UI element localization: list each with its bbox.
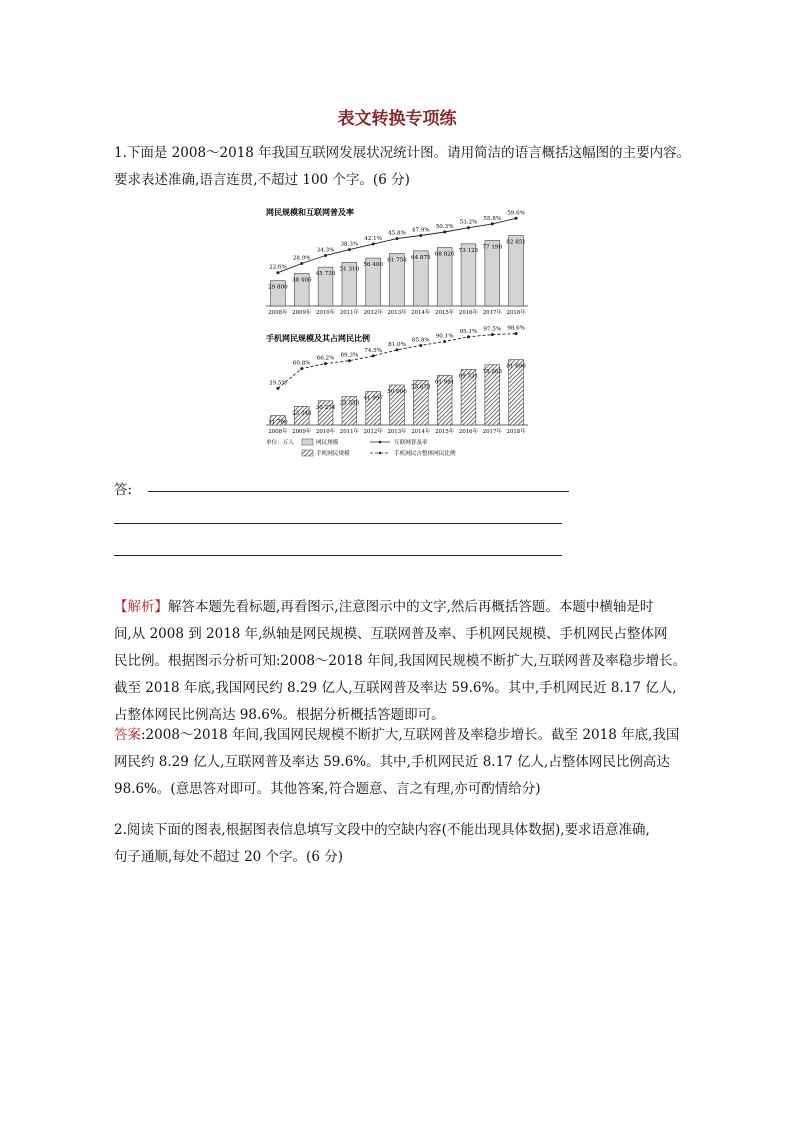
- page-title: 表文转换专项练: [337, 109, 457, 129]
- line-label-10: 55.8%: [483, 215, 502, 222]
- answer-tag: 答案: [114, 727, 141, 743]
- line-point-4: [348, 248, 351, 251]
- answer-line-1[interactable]: [148, 491, 569, 492]
- line-label-9: 53.2%: [459, 219, 478, 226]
- charts-svg: [260, 203, 532, 465]
- x-tick-10: 2017年: [482, 310, 502, 316]
- line-point-1: [276, 387, 279, 390]
- x-tick-7: 2014年: [411, 429, 431, 435]
- x-tick-5: 2012年: [363, 310, 383, 316]
- line-label-10: 97.5%: [483, 326, 502, 333]
- question-2: [114, 817, 694, 871]
- line-point-2: [300, 367, 303, 370]
- line-point-3: [324, 362, 327, 365]
- legend-item-2: 互联网普及率: [394, 440, 428, 446]
- line-label-1: 39.5%: [269, 380, 287, 387]
- line-label-3: 34.3%: [316, 247, 335, 254]
- chart-title: 手机网民规模及其占网民比例: [266, 333, 370, 343]
- legend-swatch-dashed-dot: [379, 452, 382, 455]
- line-label-8: 90.1%: [435, 333, 454, 340]
- bar-11: [509, 236, 524, 306]
- question-1-line-2: 要求表述准确,语言连贯,不超过 100 个字。(6 分): [114, 172, 410, 188]
- x-tick-6: 2013年: [387, 429, 407, 435]
- line-point-4: [348, 359, 351, 362]
- chart-title: 网民规模和互联网普及率: [266, 207, 354, 217]
- x-tick-11: 2018年: [506, 429, 526, 435]
- line-point-10: [491, 333, 494, 336]
- line-label-9: 95.1%: [459, 328, 478, 335]
- line-point-7: [419, 344, 422, 347]
- x-tick-9: 2016年: [458, 310, 479, 316]
- legend-item-1: 网民规模: [316, 440, 339, 446]
- analysis-line-5: 占整体网民比例高达 98.6%。根据分析概括答题即可。: [114, 707, 445, 723]
- line-point-2: [300, 262, 303, 265]
- x-tick-1: 2008年: [268, 310, 288, 316]
- line-point-6: [396, 348, 399, 351]
- answer-section: [114, 722, 694, 803]
- x-tick-11: 2018年: [506, 310, 526, 316]
- line-point-5: [372, 354, 375, 357]
- bar-label-10: 75 265: [482, 368, 503, 375]
- question-1-line-1: 1.下面是 2008～2018 年我国互联网发展状况统计图。请用简洁的语言概括这幅图的主要内容。: [114, 145, 691, 161]
- x-tick-10: 2017年: [482, 429, 502, 435]
- line-point-9: [467, 335, 470, 338]
- line-label-6: 81.0%: [388, 341, 406, 348]
- line-point-5: [372, 243, 375, 246]
- x-tick-3: 2010年: [315, 310, 336, 316]
- answer-line-1: :2008～2018 年间,我国网民规模不断扩大,互联网普及率稳步增长。截至 2018 年底,我国: [141, 727, 680, 743]
- line-point-11: [515, 332, 518, 335]
- line-label-8: 50.3%: [435, 223, 454, 230]
- bar-label-11: 81 698: [506, 363, 526, 370]
- bar-label-5: 56 400: [363, 262, 383, 269]
- line-label-4: 69.3%: [340, 352, 359, 359]
- line-label-1: 22.6%: [269, 264, 287, 271]
- line-label-5: 42.1%: [364, 236, 383, 243]
- chart-1: [266, 207, 528, 316]
- line-label-3: 66.2%: [316, 355, 335, 362]
- bar-label-7: 55 678: [411, 384, 431, 391]
- legend-item-3: 手机网民规模: [316, 451, 350, 457]
- analysis-line-2: 间,从 2008 到 2018 年,纵轴是网民规模、互联网普及率、手机网民规模、手机网民占整体网: [114, 626, 668, 642]
- bar-label-4: 51 310: [339, 266, 360, 273]
- line-label-7: 47.9%: [411, 227, 430, 234]
- bar-label-2: 38 400: [291, 277, 312, 284]
- answer-line-3[interactable]: [114, 555, 562, 556]
- line-point-6: [396, 237, 399, 240]
- bar-label-6: 50 006: [387, 388, 407, 395]
- bar-label-1: 11 760: [268, 419, 288, 426]
- legend-swatch-bars: [302, 439, 313, 445]
- x-tick-7: 2014年: [411, 310, 431, 316]
- line-point-10: [491, 222, 494, 225]
- line-point-11: [515, 217, 518, 220]
- bar-label-8: 68 826: [434, 251, 455, 258]
- line-label-5: 74.5%: [364, 347, 383, 354]
- analysis-line-1: 解答本题先看标题,再看图示,注意图示中的文字,然后再概括答题。本题中横轴是时: [168, 599, 654, 615]
- bar-label-11: 82 851: [506, 239, 526, 246]
- x-tick-9: 2016年: [458, 429, 479, 435]
- bar-label-4: 35 558: [339, 400, 360, 407]
- line-label-4: 38.3%: [340, 241, 359, 248]
- chart-legend: [266, 438, 456, 457]
- bar-label-9: 73 125: [458, 247, 479, 254]
- x-tick-2: 2009年: [292, 429, 312, 435]
- line-point-1: [276, 271, 279, 274]
- legend-swatch-hatched: [302, 450, 313, 456]
- line-label-2: 28.9%: [292, 255, 311, 262]
- analysis-line-4: 截至 2018 年底,我国网民约 8.29 亿人,互联网普及率达 59.6%。其中,手机网民近 8.17 亿人,: [114, 680, 677, 696]
- x-tick-6: 2013年: [387, 310, 407, 316]
- line-point-3: [324, 254, 327, 257]
- line-label-11: 59.6%: [507, 210, 525, 217]
- line-point-8: [443, 340, 446, 343]
- x-tick-8: 2015年: [435, 429, 455, 435]
- x-tick-2: 2009年: [292, 310, 312, 316]
- answer-label: 答:: [114, 482, 133, 498]
- x-tick-5: 2012年: [363, 429, 383, 435]
- answer-line-2[interactable]: [114, 523, 562, 524]
- legend-swatch-line-dot: [379, 441, 382, 444]
- question-2-line-1: 2.阅读下面的图表,根据图表信息填写文段中的空缺内容(不能出现具体数据),要求语意准确,: [114, 822, 650, 838]
- line-label-6: 45.8%: [388, 230, 406, 237]
- bar-label-2: 23 344: [291, 410, 312, 417]
- line-point-9: [467, 226, 470, 229]
- bar-label-10: 77 198: [482, 244, 503, 251]
- line-label-2: 60.8%: [292, 360, 311, 367]
- chart-2: [266, 326, 528, 435]
- bar-label-7: 64 875: [411, 254, 431, 261]
- internet-charts: [260, 203, 532, 465]
- line-point-7: [419, 234, 422, 237]
- bar-label-3: 45 730: [315, 271, 336, 278]
- x-tick-4: 2011年: [339, 429, 359, 435]
- x-tick-4: 2011年: [339, 310, 359, 316]
- x-tick-3: 2010年: [315, 429, 336, 435]
- bar-label-5: 41 997: [363, 395, 383, 402]
- bar-label-1: 29 800: [268, 284, 288, 291]
- x-tick-8: 2015年: [435, 310, 455, 316]
- legend-unit: 单位：万人: [266, 440, 294, 446]
- line-point-8: [443, 230, 446, 233]
- analysis-tag: 【解析】: [114, 599, 168, 615]
- legend-item-4: 手机网民占整体网民比例: [394, 451, 456, 457]
- bar-label-8: 61 981: [434, 379, 455, 386]
- bar-label-6: 61 758: [387, 257, 407, 264]
- analysis-section: [114, 594, 694, 729]
- line-label-7: 85.8%: [411, 337, 430, 344]
- question-1: [114, 140, 694, 194]
- line-label-11: 98.6%: [507, 325, 525, 332]
- x-tick-1: 2008年: [268, 429, 288, 435]
- analysis-line-3: 民比例。根据图示分析可知:2008～2018 年间,我国网民规模不断扩大,互联网普及率稳步增长。: [114, 653, 687, 669]
- answer-line-2: 网民约 8.29 亿人,互联网普及率达 59.6%。其中,手机网民近 8.17 亿人,占整体网民比例高达: [114, 754, 670, 770]
- bar-label-3: 30 274: [315, 404, 336, 411]
- question-2-line-2: 句子通顺,每处不超过 20 个字。(6 分): [114, 849, 343, 865]
- answer-line-3: 98.6%。(意思答对即可。其他答案,符合题意、言之有理,亦可酌情给分): [114, 781, 541, 797]
- bar-label-9: 69 531: [458, 373, 479, 380]
